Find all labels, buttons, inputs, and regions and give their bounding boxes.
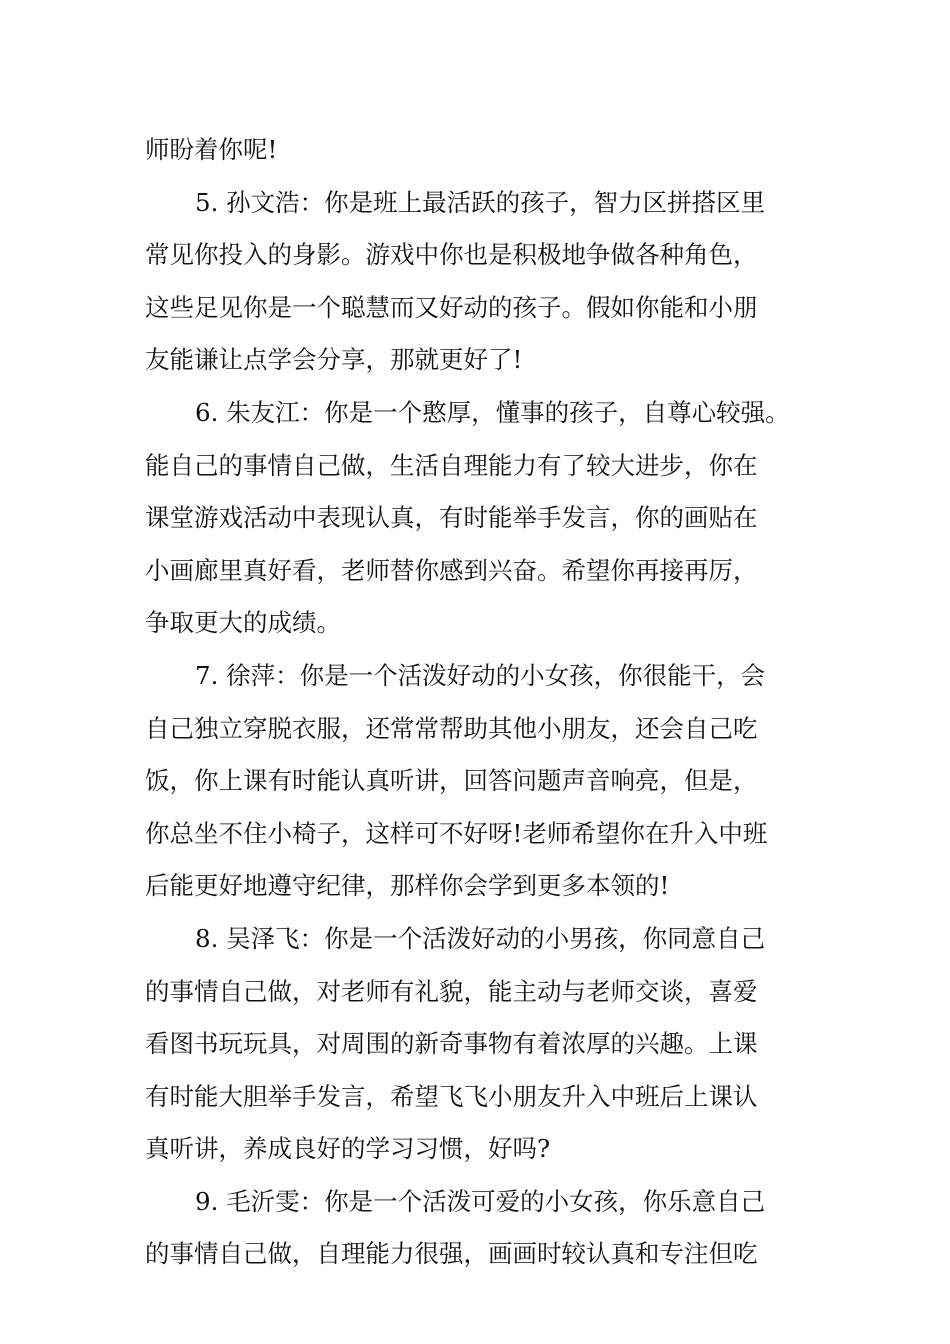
text-line: 常见你投入的身影。游戏中你也是积极地争做各种角色， xyxy=(145,240,758,270)
text-line: 9. 毛沂雯：你是一个活泼可爱的小女孩，你乐意自己 xyxy=(195,1186,766,1216)
text-line: 8. 吴泽飞：你是一个活泼好动的小男孩，你同意自己 xyxy=(195,923,766,953)
text-line: 能自己的事情自己做，生活自理能力有了较大进步，你在 xyxy=(145,450,758,480)
document-body xyxy=(145,124,820,1281)
text-line: 6. 朱友江：你是一个憨厚，懂事的孩子，自尊心较强。 xyxy=(195,397,790,427)
text-line: 的事情自己做，对老师有礼貌，能主动与老师交谈，喜爱 xyxy=(145,976,758,1006)
text-line: 5. 孙文浩：你是班上最活跃的孩子，智力区拼搭区里 xyxy=(195,187,766,217)
text-line: 饭，你上课有时能认真听讲，回答问题声音响亮，但是， xyxy=(145,766,758,796)
text-line: 课堂游戏活动中表现认真，有时能举手发言，你的画贴在 xyxy=(145,503,758,533)
text-line: 这些足见你是一个聪慧而又好动的孩子。假如你能和小朋 xyxy=(145,292,758,322)
text-line: 自己独立穿脱衣服，还常常帮助其他小朋友，还会自己吃 xyxy=(145,713,758,743)
text-line: 看图书玩玩具，对周围的新奇事物有着浓厚的兴趣。上课 xyxy=(145,1029,758,1059)
text-line: 小画廊里真好看，老师替你感到兴奋。希望你再接再厉， xyxy=(145,555,758,585)
text-line: 师盼着你呢! xyxy=(145,135,278,164)
text-line: 有时能大胆举手发言，希望飞飞小朋友升入中班后上课认 xyxy=(145,1081,758,1111)
text-line: 后能更好地遵守纪律，那样你会学到更多本领的! xyxy=(145,871,670,901)
text-line: 友能谦让点学会分享，那就更好了! xyxy=(145,345,523,375)
text-line: 真听讲，养成良好的学习习惯，好吗? xyxy=(145,1134,551,1164)
text-line: 你总坐不住小椅子，这样可不好呀!老师希望你在升入中班 xyxy=(145,818,768,848)
text-line: 的事情自己做，自理能力很强，画画时较认真和专注但吃 xyxy=(145,1239,758,1269)
text-line: 7. 徐萍：你是一个活泼好动的小女孩，你很能干，会 xyxy=(195,660,766,690)
text-line: 争取更大的成绩。 xyxy=(145,608,341,638)
